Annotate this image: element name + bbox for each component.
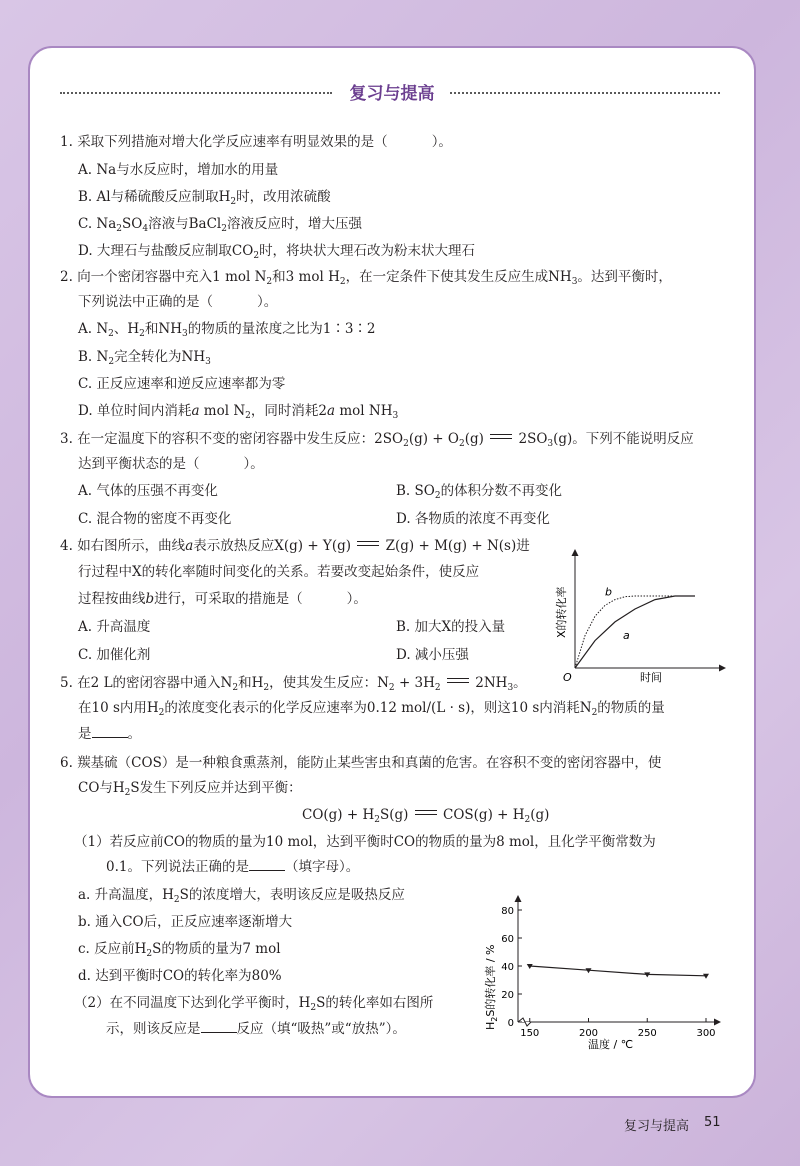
q2-option-a: A. $N_2$、$H_2$和$NH_3$的物质的量浓度之比为1∶3∶2	[78, 321, 376, 339]
answer-blank[interactable]	[249, 858, 285, 871]
chart1-series-a-line	[575, 596, 695, 668]
q1-stem: 1. 采取下列措施对增大化学反应速率有明显效果的是（ ）。	[60, 134, 452, 150]
chart1-y-label: X的转化率	[555, 586, 568, 638]
q1-option-d: D. 大理石与盐酸反应制取$CO_2$时，将块状大理石改为粉末状大理石	[78, 243, 476, 261]
q1-option-a: A. Na与水反应时，增加水的用量	[78, 162, 279, 178]
q5-stem-line2: 在10 s内用$H_2$的浓度变化表示的化学反应速率为0.12 mol/(L · s)，则这10 s内消耗$N_2$的物质的量	[78, 700, 665, 718]
q6-option-d: d. 达到平衡时CO的转化率为80%	[78, 968, 282, 984]
footer-label: 复习与提高	[624, 1119, 690, 1134]
page-number: 51	[704, 1115, 721, 1130]
q4-option-d: D. 减小压强	[396, 647, 469, 663]
h2s-conversion-chart	[478, 890, 730, 1060]
q3-option-b: B. $SO_2$的体积分数不再变化	[396, 483, 563, 501]
q3-stem-line1: 3. 在一定温度下的容积不变的密闭容器中发生反应：$2SO_2(g) + O_2(g)$ $2SO_3(g)$。下列不能说明反应	[60, 431, 694, 449]
q1-option-b: B. Al与稀硫酸反应制取$H_2$时，改用浓硫酸	[78, 189, 331, 207]
q6-part1-line1: （1）若反应前CO的物质的量为10 mol，达到平衡时CO的物质的量为8 mol，且化学平衡常数为	[74, 834, 656, 850]
q4-option-a: A. 升高温度	[78, 619, 151, 635]
q4-stem-line3: 过程按曲线b进行，可采取的措施是（ ）。	[78, 591, 367, 607]
q5-stem-line3: 是 。	[78, 726, 141, 742]
chart2-x-tick-label: 200	[578, 1028, 599, 1039]
header-dotted-line-left	[60, 92, 332, 94]
q6-option-c: c. 反应前$H_2S$的物质的量为7 mol	[78, 941, 281, 959]
chart2-y-tick-label: 60	[501, 934, 514, 945]
header-dotted-line-right	[450, 92, 720, 94]
q6-stem-line2: CO与$H_2S$发生下列反应并达到平衡：	[78, 780, 302, 798]
q4-option-c: C. 加催化剂	[78, 647, 151, 663]
chart2-y-tick-label: 20	[501, 990, 514, 1001]
answer-blank[interactable]	[201, 1020, 237, 1033]
q4-option-b: B. 加大X的投入量	[396, 619, 506, 635]
q2-option-d: D. 单位时间内消耗a mol $N_2$，同时消耗2a mol $NH_3$	[78, 403, 399, 421]
q6-part1-line2: 0.1。下列说法正确的是 （填字母）。	[106, 859, 360, 875]
chart2-x-tick-label: 300	[696, 1028, 716, 1039]
q6-part2-line1: （2）在不同温度下达到化学平衡时，$H_2S$的转化率如右图所	[74, 995, 434, 1013]
chart2-x-tick-label: 250	[637, 1028, 657, 1039]
chart1-x-label: 时间	[640, 671, 662, 684]
answer-blank[interactable]	[92, 725, 128, 738]
q6-option-a: a. 升高温度，$H_2S$的浓度增大，表明该反应是吸热反应	[78, 887, 405, 905]
equilibrium-arrow	[413, 808, 439, 818]
q1-option-c: C. $Na_2SO_4$溶液与BaCl$_2$溶液反应时，增大压强	[78, 216, 362, 234]
chart1-series-b-label: b	[605, 585, 612, 599]
q3-option-a: A. 气体的压强不再变化	[78, 483, 218, 499]
chart2-y-tick-label: 0	[507, 1018, 514, 1029]
equilibrium-arrow	[445, 676, 471, 686]
chart1-origin: O	[563, 671, 572, 684]
q2-option-c: C. 正反应速率和逆反应速率都为零	[78, 376, 286, 392]
q6-option-b: b. 通入CO后，正反应速率逐渐增大	[78, 914, 293, 930]
q2-stem-line2: 下列说法中正确的是（ ）。	[78, 294, 278, 310]
q2-stem-line1: 2. 向一个密闭容器中充入1 mol $N_2$和3 mol $H_2$，在一定条件下使其发生反应生成$NH_3$。达到平衡时，	[60, 269, 672, 287]
section-title: 复习与提高	[349, 84, 435, 104]
equilibrium-arrow	[488, 432, 514, 442]
chart2-x-label: 温度 / ℃	[588, 1038, 634, 1051]
q6-equation: $CO(g) + H_2S(g) COS(g) + H_2(g)$	[302, 807, 550, 825]
section-header	[60, 79, 720, 103]
q4-stem-line2: 行过程中X的转化率随时间变化的关系。若要改变起始条件，使反应	[78, 564, 480, 580]
chart1-series-a-label: a	[623, 629, 630, 643]
q3-option-c: C. 混合物的密度不再变化	[78, 511, 232, 527]
chart2-y-tick-label: 40	[501, 962, 514, 973]
chart2-y-label: $H_2S$的转化率 / %	[484, 944, 499, 1030]
q3-stem-line2: 达到平衡状态的是（ ）。	[78, 456, 264, 472]
chart1-series-b-line	[575, 596, 695, 668]
chart2-y-tick-label: 80	[501, 906, 514, 917]
q6-part2-line2: 示，则该反应是 反应（填“吸热”或“放热”）。	[106, 1021, 406, 1037]
q6-stem-line1: 6. 羰基硫（COS）是一种粮食熏蒸剂，能防止某些害虫和真菌的危害。在容积不变的密闭容器中，使	[60, 755, 662, 771]
q3-option-d: D. 各物质的浓度不再变化	[396, 511, 550, 527]
q2-option-b: B. $N_2$完全转化为$NH_3$	[78, 349, 211, 367]
chart2-series-line	[530, 966, 706, 976]
q5-stem-line1: 5. 在2 L的密闭容器中通入$N_2$和$H_2$，使其发生反应：$N_2 + 3H_2$ $2NH_3$。	[60, 675, 527, 693]
conversion-time-chart	[545, 540, 735, 688]
q4-stem-line1: 4. 如右图所示，曲线a表示放热反应X(g) + Y(g) Z(g) + M(g) + N(s)进	[60, 538, 530, 554]
chart2-x-tick-label: 150	[520, 1028, 540, 1039]
equilibrium-arrow	[355, 539, 381, 549]
